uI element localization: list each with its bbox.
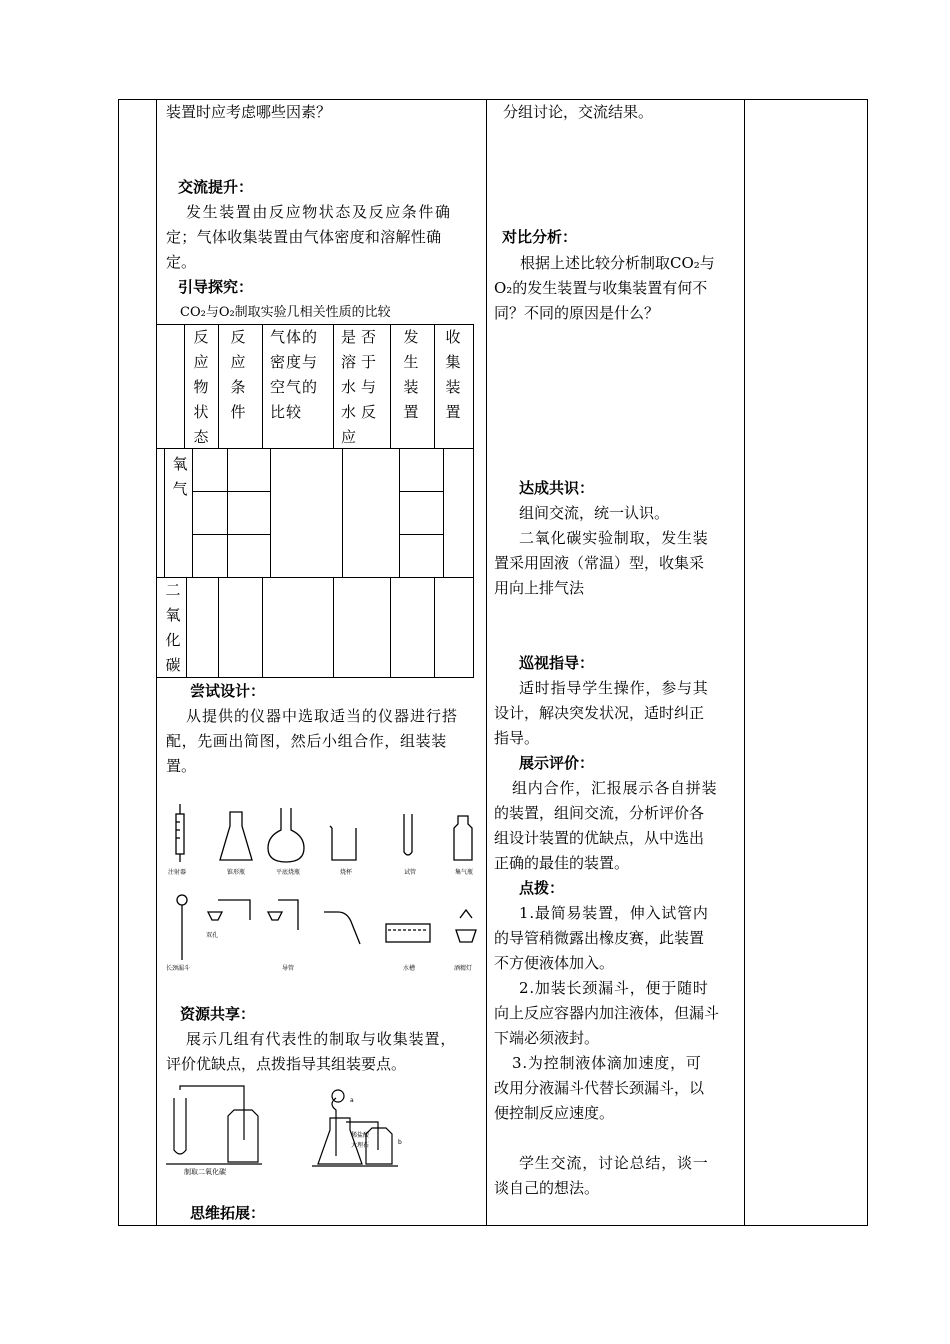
header-collector: 收集装置 [445, 328, 461, 421]
figure-caption-1: 制取二氧化碳 [184, 1168, 226, 1176]
header-density: 气体的密度与空气的比较 [270, 328, 319, 421]
table-left-border [118, 99, 119, 1226]
label-gas-jar: 集气瓶 [455, 869, 474, 876]
attempt-line-3: 置。 [166, 757, 197, 775]
compare-line-1: 根据上述比较分析制取CO₂与 [520, 254, 715, 272]
figure-label-acid: 稀盐酸 [351, 1132, 370, 1139]
table-caption: CO₂与O₂制取实验几相关性质的比较 [180, 305, 391, 320]
label-flat-flask: 平底烧瓶 [276, 869, 301, 876]
patrol-line-3: 指导。 [494, 729, 540, 747]
consensus-line-2: 二氧化碳实验制取，发生装 [519, 529, 709, 547]
column-divider-2 [486, 99, 487, 1226]
header-generator: 发生装置 [403, 328, 419, 421]
row-co2-label: 二氧化碳 [165, 581, 181, 674]
consensus-title: 达成共识： [519, 479, 595, 497]
attempt-line-2: 配，先画出简图，然后小组合作，组装装 [166, 732, 447, 750]
show-line-2: 的装置，组间交流，分析评价各 [494, 804, 705, 822]
consensus-line-3: 置采用固液（常温）型，收集采 [494, 554, 705, 572]
tip-line-1: 1.最简易装置，伸入试管内 [519, 904, 709, 922]
exchange-line-2: 定；气体收集装置由气体密度和溶解性确 [166, 228, 442, 246]
attempt-line-1: 从提供的仪器中选取适当的仪器进行搭 [186, 707, 459, 725]
patrol-line-1: 适时指导学生操作，参与其 [519, 679, 709, 697]
label-syringe: 注射器 [168, 869, 187, 876]
consensus-line-1: 组间交流，统一认识。 [519, 504, 670, 522]
patrol-line-2: 设计，解决突发状况，适时纠正 [494, 704, 705, 722]
guide-title: 引导探究： [178, 278, 254, 296]
label-alcohol-lamp: 酒精灯 [454, 965, 473, 972]
compare-title: 对比分析： [502, 228, 578, 246]
tip-line-9: 便控制反应速度。 [494, 1104, 615, 1122]
share-line-1: 展示几组有代表性的制取与收集装置， [186, 1030, 457, 1048]
figure-label-b: b [398, 1139, 402, 1146]
apparatus-drawings [160, 800, 480, 980]
share-title: 资源共享： [180, 1005, 256, 1023]
summary-line-2: 谈自己的想法。 [494, 1179, 600, 1197]
exchange-title: 交流提升： [178, 178, 254, 196]
summary-line-1: 学生交流，讨论总结，谈一 [519, 1154, 709, 1172]
extend-title: 思维拓展： [190, 1204, 266, 1222]
tip-line-3: 不方便液体加入。 [494, 954, 615, 972]
attempt-title: 尝试设计： [190, 682, 266, 700]
header-condition: 反应条件 [230, 328, 246, 421]
label-two-hole: 双孔 [206, 932, 219, 939]
exchange-line-3: 定。 [166, 253, 197, 271]
header-state: 反应物状态 [193, 328, 209, 446]
setup-figures [166, 1078, 466, 1178]
header-solubility: 是否溶于水与水反应 [341, 328, 382, 446]
tip-title: 点拨： [519, 879, 565, 897]
row-oxygen-label: 氧气 [172, 455, 188, 498]
tip-line-6: 下端必须液封。 [494, 1029, 600, 1047]
intro-line: 装置时应考虑哪些因素？ [166, 103, 332, 121]
column-divider-3 [744, 99, 745, 1226]
figure-label-marble: 大理石 [351, 1142, 370, 1149]
tip-line-8: 改用分液漏斗代替长颈漏斗，以 [494, 1079, 705, 1097]
label-tube: 导管 [282, 965, 295, 972]
label-beaker: 烧杯 [340, 869, 353, 876]
compare-line-2: O₂的发生装置与收集装置有何不 [494, 279, 708, 297]
tip-line-4: 2.加装长颈漏斗，便于随时 [519, 979, 709, 997]
exchange-line-1: 发生装置由反应物状态及反应条件确 [186, 203, 452, 221]
figure-label-a: a [350, 1097, 354, 1104]
tip-line-7: 3.为控制液体滴加速度，可 [512, 1054, 702, 1072]
label-long-funnel: 长颈漏斗 [166, 965, 191, 972]
share-line-2: 评价优缺点，点拨指导其组装要点。 [166, 1055, 407, 1073]
right-line-1: 分组讨论，交流结果。 [503, 103, 654, 121]
table-right-border [867, 99, 868, 1226]
show-line-4: 正确的最佳的装置。 [494, 854, 630, 872]
show-title: 展示评价： [519, 754, 595, 772]
column-divider-1 [156, 99, 157, 1226]
label-test-tube: 试管 [404, 869, 417, 876]
tip-line-5: 向上反应容器内加注液体，但漏斗 [494, 1004, 720, 1022]
tip-line-2: 的导管稍微露出橡皮赛，此装置 [494, 929, 705, 947]
label-trough: 水槽 [403, 965, 416, 972]
show-line-1: 组内合作，汇报展示各自拼装 [512, 779, 718, 797]
patrol-title: 巡视指导： [519, 654, 595, 672]
consensus-line-4: 用向上排气法 [494, 579, 585, 597]
show-line-3: 组设计装置的优缺点，从中选出 [494, 829, 705, 847]
label-conical-flask: 锥形瓶 [227, 869, 246, 876]
compare-line-3: 同？不同的原因是什么？ [494, 304, 660, 322]
